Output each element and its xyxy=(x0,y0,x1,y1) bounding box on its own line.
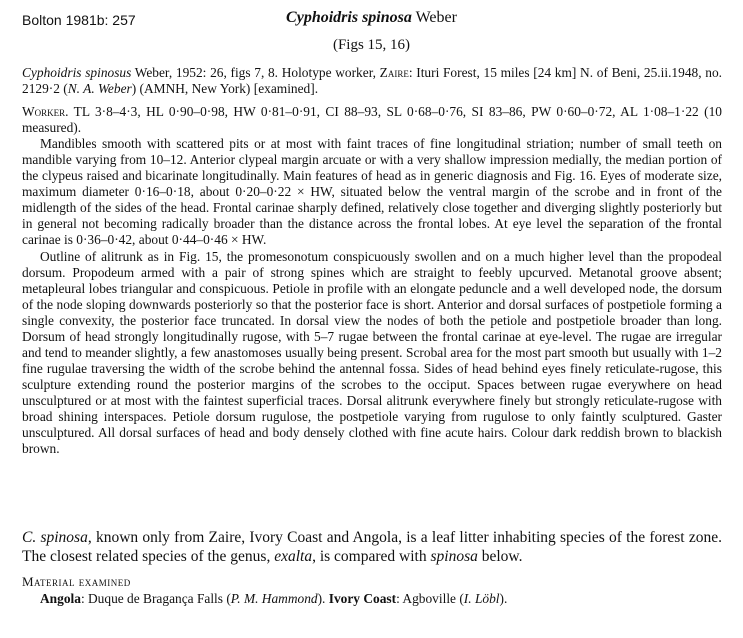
figure-reference: (Figs 15, 16) xyxy=(332,37,411,53)
body-description-paragraph: Outline of alitrunk as in Fig. 15, the promesonotum conspicuously swollen and on a much higher level than the propodeal dorsum. Propodeum armed with a pair of strong spines which are straight to feebly upcurved. Metanotal groove absent; metapleural lobes triangular and conspicuous. Petiole in profile with an elongate peduncle and a well developed node, the dorsum of the node sloping downwards posteriorly so that the posterior face is short. Anterior and dorsal surfaces of postpetiole forming a single convexity, the posterior face truncated. In dorsal view the nodes of both the petiole and postpetiole broader than long. Dorsum of head strongly longitudinally rugose, with 5–7 rugae between the frontal carinae at eye-level. The rugae are irregular and tend to meander slightly, a few anastomoses usually being present. Scrobal area for the most part smooth but usually with 1–2 fine rugulae traversing the width of the scrobe behind the antennal fossa. Sides of head behind eyes finely reticulate-rugose, this sculpture extending round the posterior margins of the scrobes to the occiput. Spaces between rugae everywhere on head unsculptured or at most with the faintest superficial traces. Dorsal alitrunk everywhere finely but strongly reticulate-rugose with broad shining interspaces. Petiole dorsum rugulose, the postpetiole varying from rugulose to only faintly sculptured. Gaster unsculptured. All dorsal surfaces of head and body densely clothed with fine acute hairs. Colour dark reddish brown to blackish brown. xyxy=(22,248,722,457)
worker-measurements xyxy=(22,104,722,136)
country-angola: Angola xyxy=(40,591,81,606)
species-author: Weber xyxy=(415,9,457,26)
discussion-species-name: C. spinosa xyxy=(22,529,88,546)
ivory-coast-locality: : Agboville ( xyxy=(396,591,464,606)
head-description-paragraph: Mandibles smooth with scattered pits or at most with faint traces of fine longitudinal striation; number of small teeth on mandible varying from 10–12. Anterior clypeal margin arcuate or with a very shallow impression medially, the median portion of the clypeus raised and bicarinate longitudinally. Main features of head as in generic diagnosis and Fig. 16. Eyes of moderate size, maximum diameter 0·16–0·18, about 0·20–0·22 × HW, situated below the ventral margin of the scrobe and in front of the midlength of the sides of the head. Frontal carinae sharply defined, relatively close together and diverging slightly posteriorly but in general not becoming radically broader than the distance across the frontal lobes. At eye level the separation of the frontal carinae is 0·36–0·42, about 0·44–0·46 × HW. xyxy=(22,136,722,248)
ivory-coast-collector: I. Löbl xyxy=(463,591,500,606)
worker-label: Worker xyxy=(22,104,66,120)
species-title xyxy=(0,9,743,27)
material-examined-list xyxy=(40,591,730,607)
synonymy-repository: ) (AMNH, New York) [examined]. xyxy=(131,81,319,97)
measurements-text: . TL 3·8–4·3, HL 0·90–0·98, HW 0·81–0·91, CI 88–93, SL 0·68–0·76, SI 83–86, PW 0·60–0·72, AL 1·08–1·22 (10 measured). xyxy=(22,104,722,136)
synonymy-locality: : Ituri Forest, 15 miles [24 km] N. of Beni, 25.ii.1948, no. 2129·2 ( xyxy=(22,65,722,97)
type-country: Zaire xyxy=(379,65,409,80)
reference-citation: Bolton 1981b: 257 xyxy=(22,12,136,28)
synonymy-paragraph xyxy=(22,65,722,97)
ivory-coast-end: ). xyxy=(499,591,508,606)
angola-locality: : Duque de Bragança Falls ( xyxy=(80,591,231,606)
discussion-paragraph xyxy=(22,528,722,566)
type-collector: N. A. Weber xyxy=(67,81,132,97)
synonym-name: Cyphoidris spinosus xyxy=(22,65,132,80)
angola-end: ). xyxy=(317,591,326,606)
discussion-end-text: below. xyxy=(477,548,523,565)
related-species-exalta: exalta xyxy=(274,548,313,565)
material-examined-heading: Material examined xyxy=(22,574,131,589)
species-name: Cyphoidris spinosa xyxy=(286,9,412,26)
species-spinosa: spinosa xyxy=(430,548,478,565)
discussion-compare-text: , is compared with xyxy=(312,548,431,565)
species-description xyxy=(22,65,722,457)
discussion-text: , known only from Zaire, Ivory Coast and Angola, is a leaf litter inhabiting species of the forest zone. The closest related species of the genus, xyxy=(22,529,722,565)
country-ivory-coast: Ivory Coast xyxy=(328,591,397,606)
angola-collector: P. M. Hammond xyxy=(230,591,318,606)
synonymy-text: Weber, 1952: 26, figs 7, 8. Holotype worker, xyxy=(131,65,380,80)
